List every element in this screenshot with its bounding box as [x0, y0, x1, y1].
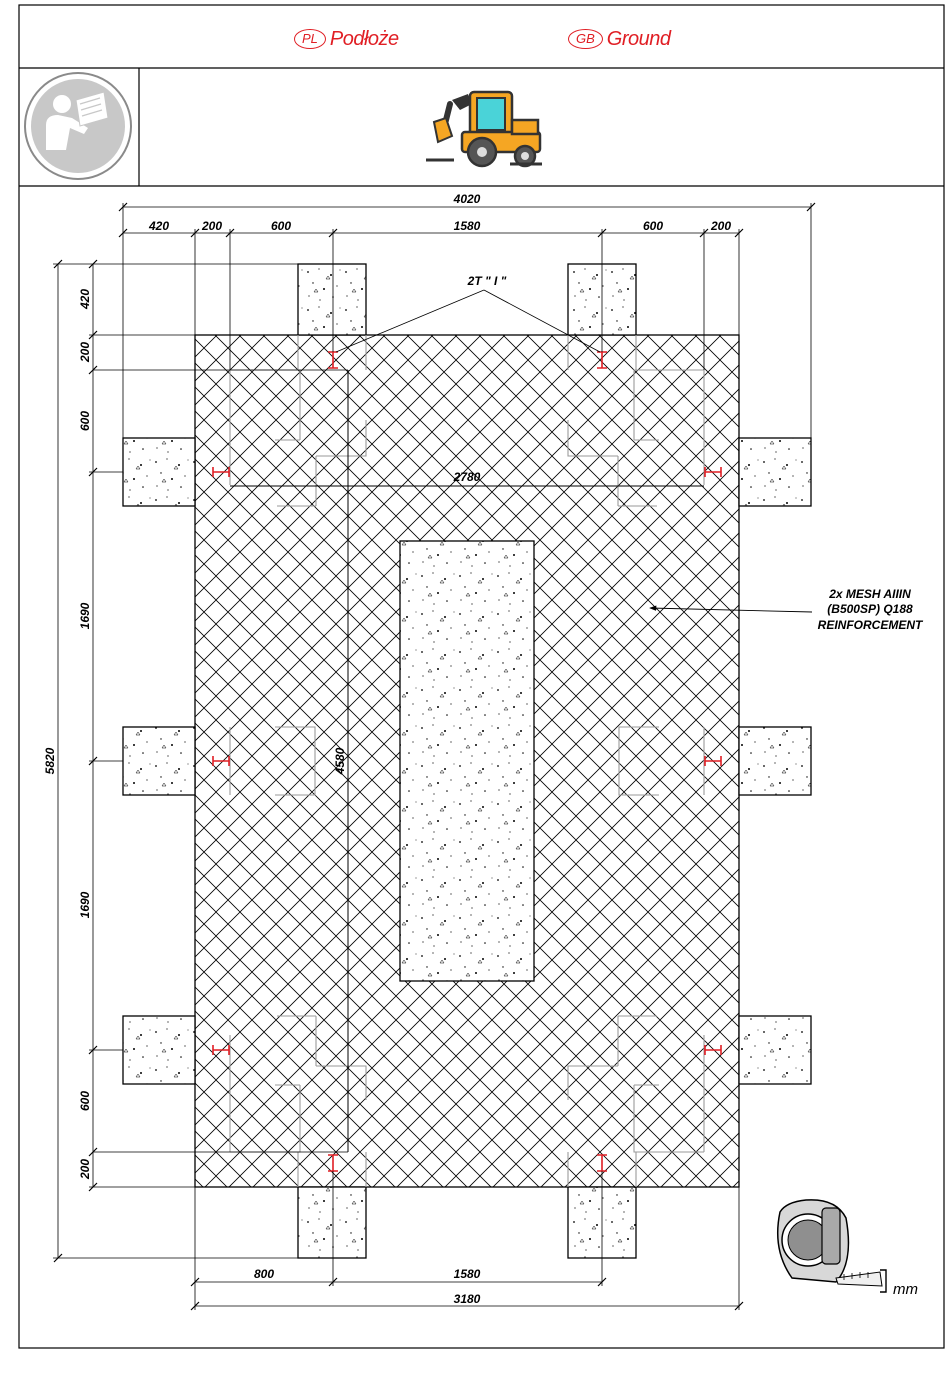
pad-left-lower: [123, 1016, 195, 1084]
dim-left-5: 1690: [78, 891, 92, 919]
pad-right-upper: [739, 438, 811, 506]
dim-total-height: 5820: [43, 747, 57, 775]
dim-inner-height: 4580: [333, 747, 347, 775]
pad-right-lower: [739, 1016, 811, 1084]
beam-label: 2T " I ": [467, 274, 507, 288]
central-concrete-block: [400, 541, 534, 981]
mesh-label-line-1: 2x MESH AIIIN: [829, 587, 911, 601]
dim-top-6: 200: [710, 219, 732, 233]
dim-left-3: 600: [78, 410, 92, 432]
unit-label: mm: [893, 1281, 918, 1298]
dim-left-1: 420: [78, 288, 92, 310]
dim-bottom-2: 1580: [453, 1267, 481, 1281]
dim-total-width: 4020: [453, 192, 481, 206]
mesh-label-line-3: REINFORCEMENT: [817, 618, 923, 632]
foundation-plan: [53, 203, 815, 1310]
lang-name-gb: Ground: [606, 27, 671, 50]
lang-code-pl: PL: [294, 29, 326, 49]
pad-top-left: [298, 264, 366, 335]
dim-top-3: 600: [270, 219, 292, 233]
dim-top-5: 600: [642, 219, 664, 233]
dim-left-6: 600: [78, 1090, 92, 1112]
dim-left-7: 200: [78, 1158, 92, 1180]
pad-right-middle: [739, 727, 811, 795]
dim-top-1: 420: [148, 219, 170, 233]
pad-left-middle: [123, 727, 195, 795]
dim-inner-width: 2780: [453, 470, 481, 484]
dim-bottom-1: 800: [253, 1267, 275, 1281]
lang-label-pl: [294, 26, 399, 52]
lang-name-pl: Podłoże: [329, 27, 399, 50]
dim-bottom-total: 3180: [453, 1292, 481, 1306]
read-manual-icon: [25, 73, 131, 179]
excavator-icon: [426, 92, 542, 166]
lang-label-gb: [568, 26, 671, 52]
dim-left-2: 200: [78, 341, 92, 363]
pad-left-upper: [123, 438, 195, 506]
pad-bottom-left: [298, 1187, 366, 1258]
lang-code-gb: GB: [568, 29, 603, 49]
dim-top-2: 200: [201, 219, 223, 233]
tape-measure-icon: [778, 1200, 886, 1292]
mesh-label-line-2: (B500SP) Q188: [827, 602, 913, 616]
dim-left-4: 1690: [78, 602, 92, 630]
dim-top-4: 1580: [453, 219, 481, 233]
